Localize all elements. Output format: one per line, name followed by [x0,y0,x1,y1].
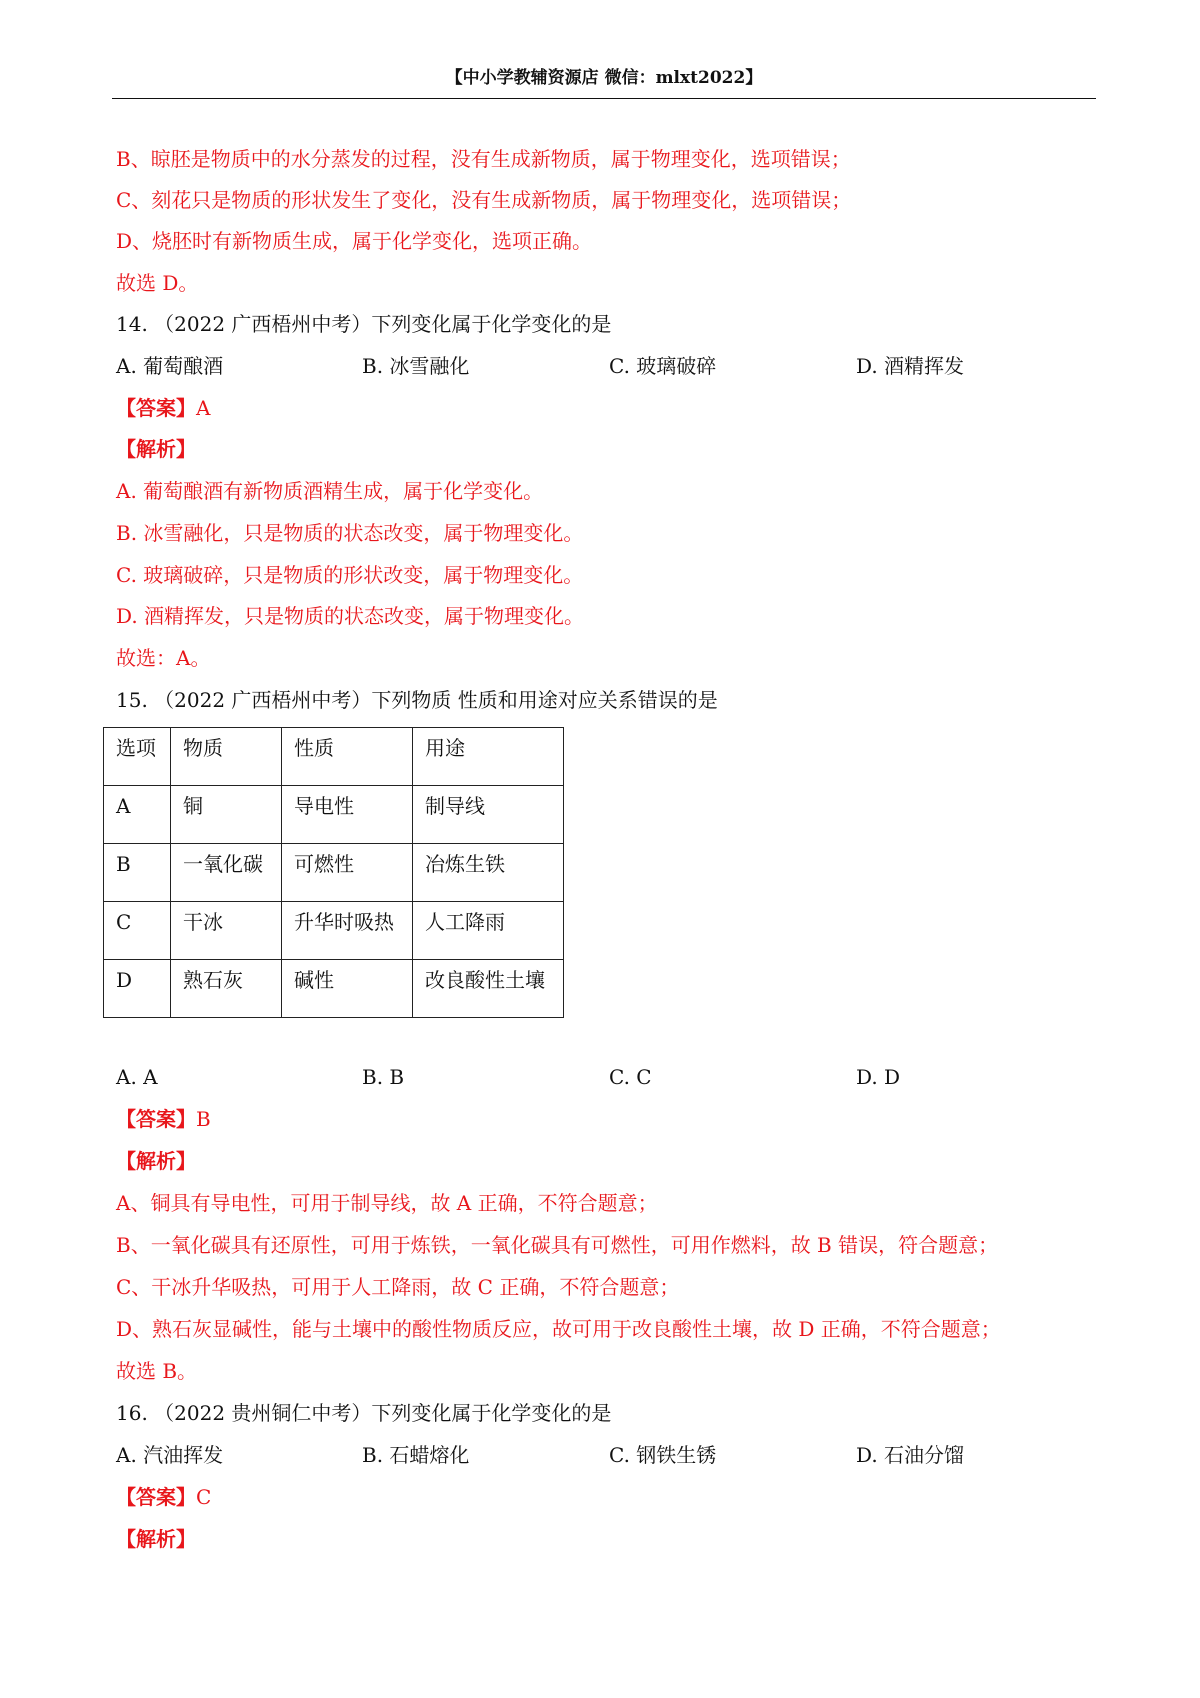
table-cell: A [104,786,171,844]
q16-answer-tag: 【答案】 [116,1485,196,1509]
table-row [104,902,564,960]
q15-analysis-d: D、熟石灰显碱性，能与土壤中的酸性物质反应，故可用于改良酸性土壤，故 D 正确，不符合题意； [116,1317,1001,1341]
table-header-cell: 性质 [282,728,413,786]
q15-analysis-a: A、铜具有导电性，可用于制导线，故 A 正确，不符合题意； [116,1191,658,1215]
table-header-cell: 用途 [413,728,564,786]
q15-analysis-b: B、一氧化碳具有还原性，可用于炼铁，一氧化碳具有可燃性，可用作燃料，故 B 错误，符合题意； [116,1233,999,1257]
table-row [104,844,564,902]
q15-answer [116,1104,211,1134]
q15-conclusion: 故选 B。 [116,1359,198,1383]
table-cell: B [104,844,171,902]
table-row [104,960,564,1018]
table-cell: 冶炼生铁 [413,844,564,902]
table-cell: 铜 [171,786,282,844]
prev-analysis-c: C、刻花只是物质的形状发生了变化，没有生成新物质，属于物理变化，选项错误； [116,188,852,212]
q14-analysis-heading [116,434,196,464]
prev-conclusion: 故选 D。 [116,271,199,295]
q16-answer [116,1482,211,1512]
table-cell: 制导线 [413,786,564,844]
q15-analysis-c: C、干冰升华吸热，可用于人工降雨，故 C 正确，不符合题意； [116,1275,680,1299]
q14-options [116,351,1116,381]
q14-analysis-c: C. 玻璃破碎，只是物质的形状改变，属于物理变化。 [116,563,584,587]
q16-option-a: A. 汽油挥发 [116,1443,224,1467]
q15-option-a: A. A [116,1065,158,1089]
q16-option-d: D. 石油分馏 [856,1443,965,1467]
q15-options [116,1062,1116,1092]
table-header-cell: 物质 [171,728,282,786]
q15-answer-value: B [196,1107,211,1131]
q15-option-c: C. C [609,1065,652,1089]
q16-stem: 16. （2022 贵州铜仁中考）下列变化属于化学变化的是 [116,1401,612,1425]
q14-analysis-d: D. 酒精挥发，只是物质的状态改变，属于物理变化。 [116,604,585,628]
table-header-cell: 选项 [104,728,171,786]
q14-analysis-a: A. 葡萄酿酒有新物质酒精生成，属于化学变化。 [116,479,544,503]
q15-stem: 15. （2022 广西梧州中考）下列物质 性质和用途对应关系错误的是 [116,688,718,712]
table-cell: 碱性 [282,960,413,1018]
q16-option-c: C. 钢铁生锈 [609,1443,717,1467]
q16-analysis-heading [116,1524,196,1554]
table-cell: 人工降雨 [413,902,564,960]
table-cell: 改良酸性土壤 [413,960,564,1018]
q15-analysis-heading [116,1146,196,1176]
q14-option-c: C. 玻璃破碎 [609,354,717,378]
q14-answer-value: A [196,396,211,420]
q15-option-b: B. B [362,1065,405,1089]
table-row [104,786,564,844]
prev-analysis-d: D、烧胚时有新物质生成，属于化学变化，选项正确。 [116,229,593,253]
q15-table [103,727,564,1018]
q14-option-a: A. 葡萄酿酒 [116,354,224,378]
table-cell: 熟石灰 [171,960,282,1018]
q14-option-b: B. 冰雪融化 [362,354,470,378]
q16-option-b: B. 石蜡熔化 [362,1443,470,1467]
table-cell: 一氧化碳 [171,844,282,902]
q16-analysis-tag: 【解析】 [116,1527,196,1551]
q16-options [116,1440,1116,1470]
q15-option-d: D. D [856,1065,901,1089]
q14-option-d: D. 酒精挥发 [856,354,965,378]
prev-analysis-b: B、晾胚是物质中的水分蒸发的过程，没有生成新物质，属于物理变化，选项错误； [116,147,851,171]
page-header: 【中小学教辅资源店 微信：mlxt2022】 [445,68,763,88]
q16-answer-value: C [196,1485,212,1509]
table-cell: 可燃性 [282,844,413,902]
table-cell: 导电性 [282,786,413,844]
table-cell: 升华时吸热 [282,902,413,960]
q14-conclusion: 故选：A。 [116,646,211,670]
q14-answer [116,393,210,423]
q14-analysis-tag: 【解析】 [116,437,196,461]
q15-answer-tag: 【答案】 [116,1107,196,1131]
header-divider [112,98,1096,99]
table-cell: C [104,902,171,960]
q15-analysis-tag: 【解析】 [116,1149,196,1173]
q14-stem: 14. （2022 广西梧州中考）下列变化属于化学变化的是 [116,312,612,336]
q14-answer-tag: 【答案】 [116,396,196,420]
q14-analysis-b: B. 冰雪融化，只是物质的状态改变，属于物理变化。 [116,521,584,545]
table-cell: D [104,960,171,1018]
table-cell: 干冰 [171,902,282,960]
table-header-row [104,728,564,786]
